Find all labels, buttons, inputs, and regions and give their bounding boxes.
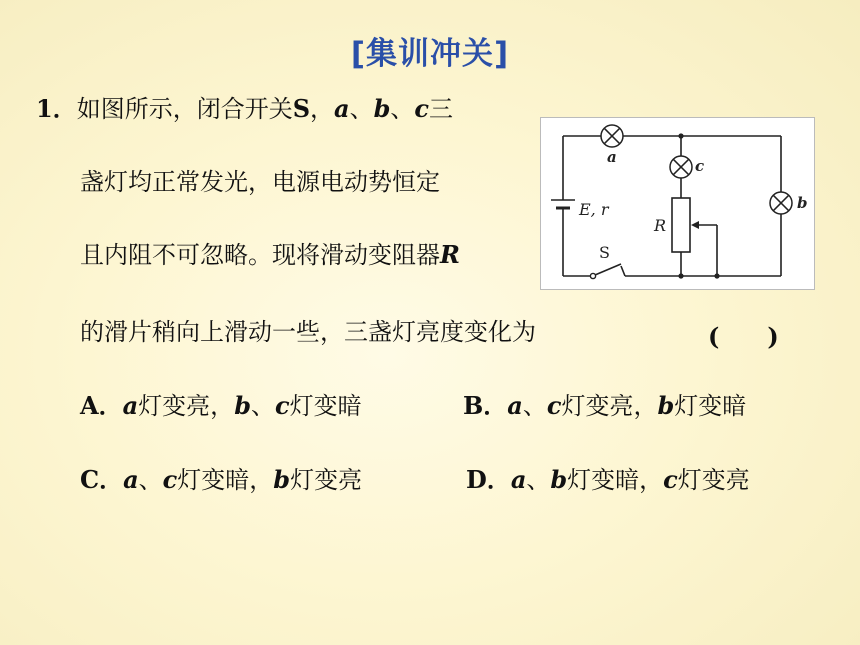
question-text: 、 [390, 95, 415, 123]
lamp-a-symbol: a [334, 94, 350, 123]
var: a [510, 465, 527, 494]
var: b [234, 391, 251, 420]
question-text: ， [310, 95, 335, 123]
question-text: 如图所示，闭合开关 [76, 95, 293, 123]
var: c [663, 465, 678, 494]
option-label: A． [80, 391, 123, 420]
label-a: a [607, 148, 617, 166]
option-text: 灯变暗， [177, 466, 274, 494]
label-resistor: R [654, 216, 667, 235]
option-text: 、 [522, 392, 547, 420]
option-text: 灯变亮 [290, 466, 363, 494]
question-text: 、 [349, 95, 374, 123]
question-line-1 [36, 94, 453, 124]
lamp-c-icon [670, 156, 692, 178]
resistor-symbol: R [440, 240, 460, 269]
option-text: 、 [250, 392, 275, 420]
question-line-4: 的滑片稍向上滑动一些，三盏灯亮度变化为 [80, 318, 536, 346]
question-line-3 [80, 240, 460, 270]
option-text: 灯变暗 [674, 392, 747, 420]
question-text: 三 [429, 95, 454, 123]
question-number: 1． [36, 94, 77, 123]
option-text: 灯变亮， [138, 392, 235, 420]
option-a [80, 391, 362, 421]
option-text: 灯变亮 [677, 466, 750, 494]
var: a [507, 391, 523, 420]
option-b [463, 391, 746, 421]
switch-symbol: S [292, 94, 311, 123]
var: b [550, 465, 568, 494]
var: a [122, 391, 139, 420]
option-text: 灯变暗， [567, 466, 664, 494]
circuit-diagram [540, 117, 815, 290]
label-source: E, r [579, 200, 609, 219]
answer-blank: ( ) [708, 322, 779, 351]
lamp-c-symbol: c [414, 94, 430, 123]
option-text: 灯变亮， [561, 392, 658, 420]
var: b [657, 391, 675, 420]
option-label: D． [466, 465, 511, 494]
var: c [162, 465, 178, 494]
slider-arrow-icon [691, 221, 699, 229]
question-line-2: 盏灯均正常发光，电源电动势恒定 [80, 168, 440, 196]
var: c [546, 391, 562, 420]
label-b: b [797, 194, 808, 212]
label-c: c [695, 157, 705, 175]
lamp-b-symbol: b [373, 94, 391, 123]
junction-dot [678, 133, 683, 138]
lamp-a-icon [601, 125, 623, 147]
option-text: 、 [526, 466, 551, 494]
option-d [466, 465, 750, 495]
option-text: 灯变暗 [289, 392, 362, 420]
lamp-b-icon [770, 192, 792, 214]
junction-dot [678, 273, 683, 278]
option-c [80, 465, 362, 495]
var: b [273, 465, 291, 494]
var: c [274, 391, 290, 420]
circuit-svg [541, 118, 814, 289]
junction-dot [714, 273, 719, 278]
option-label: C． [80, 465, 124, 494]
var: a [123, 465, 139, 494]
question-text: 且内阻不可忽略。现将滑动变阻器 [80, 241, 440, 269]
page-title: [集训冲关] [350, 36, 510, 72]
label-switch: S [599, 243, 610, 262]
switch-symbol-icon [590, 264, 621, 279]
option-label: B． [463, 391, 508, 420]
rheostat-icon [672, 198, 690, 252]
option-text: 、 [138, 466, 163, 494]
